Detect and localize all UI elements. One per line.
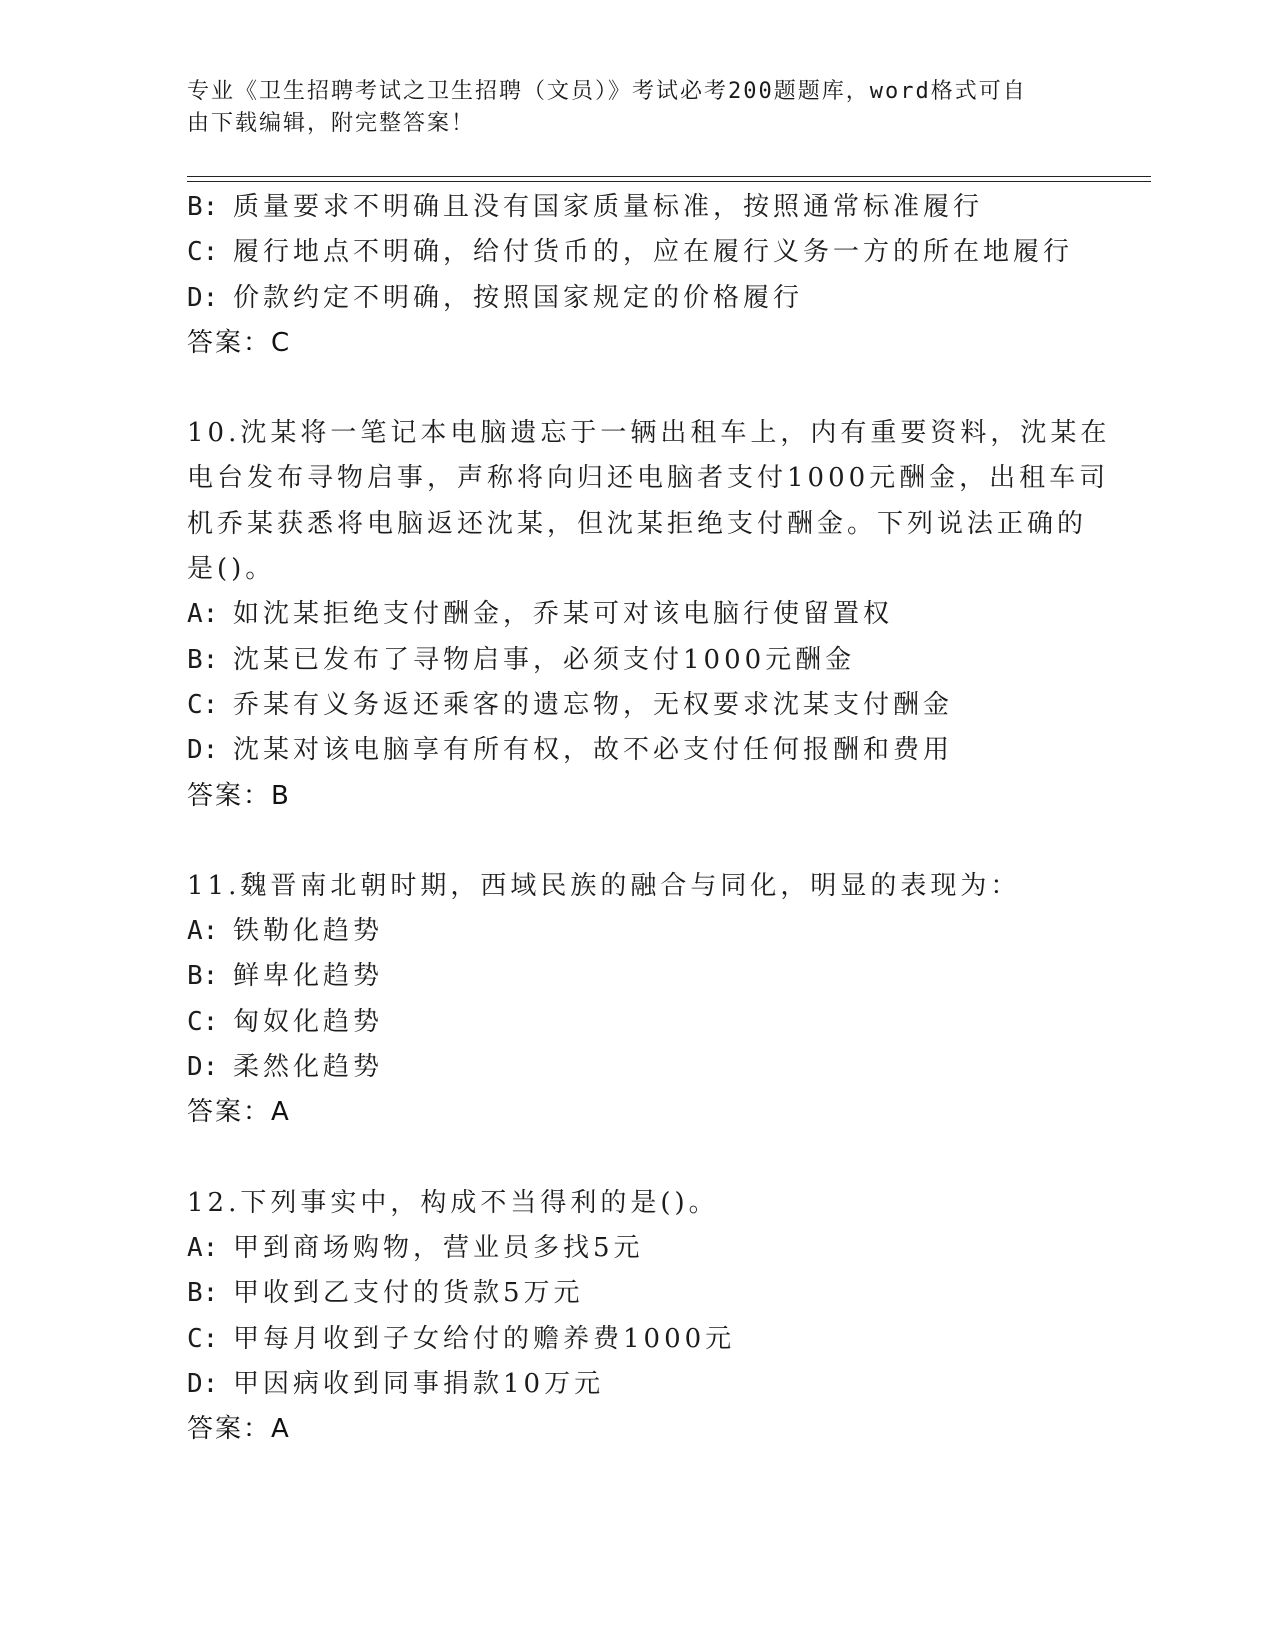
option-b [187, 638, 1087, 683]
answer-line: 答案：B [187, 780, 291, 811]
option-text: 履行地点不明确，给付货币的，应在履行义务一方的所在地履行 [233, 237, 1074, 268]
option-text: 沈某已发布了寻物启事，必须支付1000元酬金 [233, 644, 856, 675]
spacer [187, 819, 1087, 864]
option-text: 甲收到乙支付的货款5万元 [233, 1278, 584, 1309]
option-text: 鲜卑化趋势 [233, 961, 384, 992]
question-partial [187, 185, 1087, 366]
option-label: A: [187, 1232, 219, 1263]
header-line-1: 专业《卫生招聘考试之卫生招聘（文员）》考试必考200题题库，word格式可自 [187, 79, 1027, 104]
question-11 [187, 864, 1087, 1136]
header-line-2: 由下载编辑，附完整答案！ [187, 111, 476, 136]
option-label: D: [187, 282, 219, 313]
option-label: D: [187, 735, 219, 766]
option-text: 价款约定不明确，按照国家规定的价格履行 [233, 282, 804, 313]
option-label: C: [187, 689, 219, 720]
question-stem-line: 10.沈某将一笔记本电脑遗忘于一辆出租车上，内有重要资料，沈某在 [187, 418, 1111, 449]
answer-line: 答案：C [187, 327, 292, 358]
option-text: 甲每月收到子女给付的赡养费1000元 [233, 1323, 736, 1354]
question-stem-line: 机乔某获悉将电脑返还沈某，但沈某拒绝支付酬金。下列说法正确的 [187, 508, 1088, 539]
question-list [187, 185, 1111, 1452]
question-stem-line: 12.下列事实中，构成不当得利的是()。 [187, 1187, 719, 1218]
answer-line: 答案：A [187, 1097, 291, 1128]
spacer [187, 1136, 1087, 1181]
option-b [187, 954, 1087, 999]
question-12 [187, 1181, 1087, 1453]
option-label: B: [187, 644, 219, 675]
question-stem-line: 11.魏晋南北朝时期，西域民族的融合与同化，明显的表现为： [187, 870, 1021, 901]
option-text: 甲因病收到同事捐款10万元 [233, 1368, 605, 1399]
option-c [187, 1000, 1087, 1045]
question-stem-line: 是()。 [187, 554, 276, 585]
question-10 [187, 411, 1111, 819]
option-text: 如沈某拒绝支付酬金，乔某可对该电脑行使留置权 [233, 599, 894, 630]
option-label: C: [187, 1006, 219, 1037]
option-label: B: [187, 1278, 219, 1309]
option-text: 沈某对该电脑享有所有权，故不必支付任何报酬和费用 [233, 735, 954, 766]
option-text: 质量要求不明确且没有国家质量标准，按照通常标准履行 [233, 192, 984, 222]
option-d [187, 728, 1087, 773]
option-c [187, 230, 1087, 275]
option-label: A: [187, 599, 219, 630]
header-divider-top [187, 176, 1151, 177]
option-c [187, 683, 1087, 728]
answer-line: 答案：A [187, 1414, 291, 1445]
option-label: A: [187, 916, 219, 947]
option-b [187, 1271, 1087, 1316]
header-divider-bottom [187, 181, 1151, 182]
option-d [187, 1362, 1087, 1407]
document-header [187, 76, 1087, 140]
option-text: 柔然化趋势 [233, 1052, 384, 1083]
option-text: 匈奴化趋势 [233, 1006, 384, 1037]
option-text: 甲到商场购物，营业员多找5元 [233, 1232, 644, 1263]
option-d [187, 1045, 1087, 1090]
option-b [187, 185, 1087, 230]
option-c [187, 1317, 1087, 1362]
option-label: B: [187, 961, 219, 992]
option-label: D: [187, 1052, 219, 1083]
option-text: 乔某有义务返还乘客的遗忘物，无权要求沈某支付酬金 [233, 689, 954, 720]
option-label: C: [187, 1323, 219, 1354]
option-a [187, 909, 1087, 954]
spacer [187, 366, 1087, 411]
option-a [187, 592, 1087, 637]
option-a [187, 1226, 1087, 1271]
option-text: 铁勒化趋势 [233, 916, 384, 947]
question-stem-line: 电台发布寻物启事，声称将向归还电脑者支付1000元酬金，出租车司 [187, 463, 1110, 494]
option-label: D: [187, 1368, 219, 1399]
option-d [187, 276, 1087, 321]
option-label: C: [187, 237, 219, 268]
option-label: B: [187, 192, 219, 222]
